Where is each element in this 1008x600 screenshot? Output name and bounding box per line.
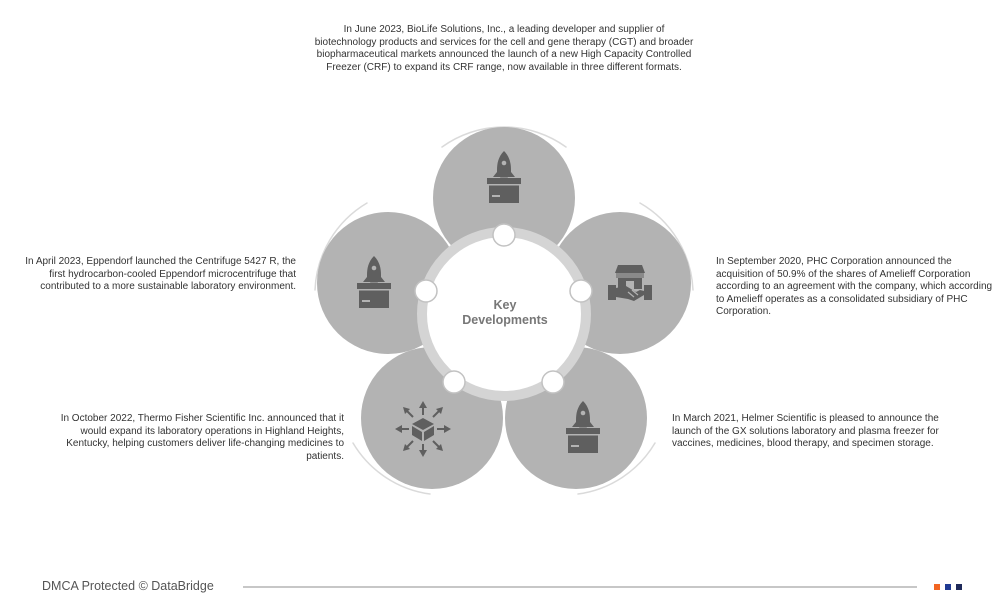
footer-dot-blue bbox=[945, 584, 951, 590]
center-label-line2: Developments bbox=[462, 313, 548, 327]
center-label-line1: Key bbox=[493, 298, 517, 312]
ring-node-left bbox=[415, 280, 437, 302]
development-text-left: In April 2023, Eppendorf launched the Centrifuge 5427 R, the first hydrocarbon-cooled Eppendorf microcentrifuge that contributed to a more sustainable laboratory environment. bbox=[25, 256, 296, 292]
footer-copyright: DMCA Protected © DataBridge bbox=[42, 579, 214, 593]
development-text-bottom-right: In March 2021, Helmer Scientific is pleased to announce the launch of the GX solutions laboratory and plasma freezer for vaccines, medicines, blood therapy, and specimen storage. bbox=[672, 413, 939, 449]
development-text-right: In September 2020, PHC Corporation announced the acquisition of 50.9% of the shares of Amelieff Corporation according to an agreement with the company, which according to Amelieff operates as a consolidated subsidiary of PHC Corporation. bbox=[716, 256, 993, 317]
development-text-top: In June 2023, BioLife Solutions, Inc., a leading developer and supplier of biotechnology products and services for the cell and gene therapy (CGT) and broader biopharmaceutical markets announced the launch of a new High Capacity Controlled Freezer (CRF) to expand its CRF range, now available in three different formats. bbox=[314, 24, 694, 73]
footer-divider bbox=[243, 586, 917, 588]
ring-node-right bbox=[570, 280, 592, 302]
development-text-bottom-left: In October 2022, Thermo Fisher Scientific Inc. announced that it would expand its laboratory operations in Highland Heights, Kentucky, helping customers deliver life-changing medicines to patients. bbox=[60, 413, 344, 462]
center-label bbox=[445, 298, 565, 328]
ring-node-top bbox=[493, 224, 515, 246]
footer-dot-navy bbox=[956, 584, 962, 590]
ring-node-bottom-left bbox=[443, 371, 465, 393]
ring-node-bottom-right bbox=[542, 371, 564, 393]
footer-dot-orange bbox=[934, 584, 940, 590]
